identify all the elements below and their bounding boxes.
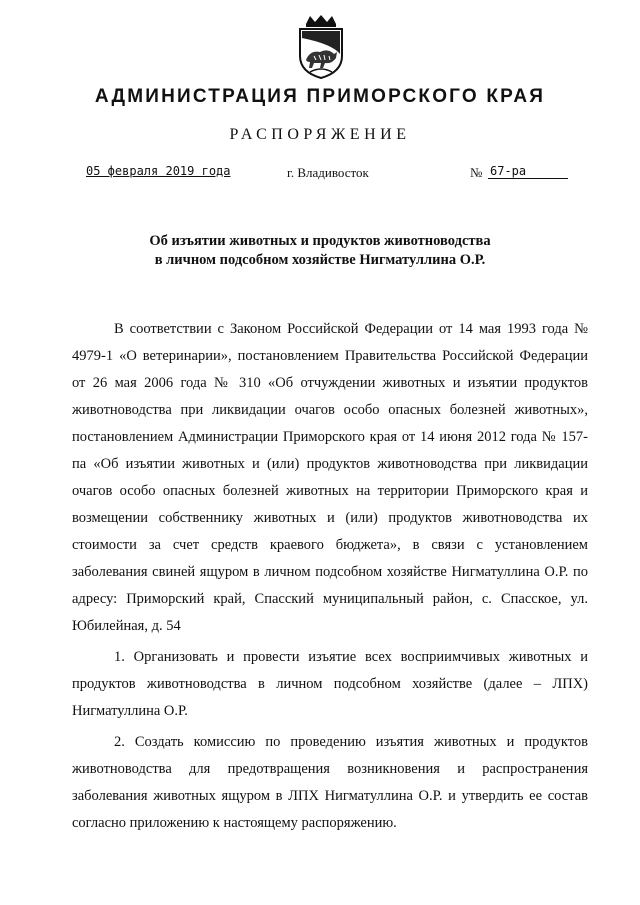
document-meta-row — [0, 164, 640, 186]
coat-of-arms-tiger-icon — [292, 14, 350, 80]
document-city: г. Владивосток — [287, 165, 369, 180]
document-number-label: № — [470, 165, 483, 180]
clause-2 — [72, 729, 588, 837]
preamble-paragraph — [72, 316, 588, 640]
clause-1 — [72, 644, 588, 725]
document-number-underline — [488, 178, 568, 179]
agency-name: АДМИНИСТРАЦИЯ ПРИМОРСКОГО КРАЯ — [94, 86, 546, 107]
clause-2-text: 2. Создать комиссию по проведению изъятия животных и продуктов животноводства для предотвращения возникновения и распространения заболевания животных ящуром в ЛПХ Нигматуллина О.Р. и утвердить ее состав согласно приложению к настоящему распоряжению. — [72, 734, 588, 831]
preamble-text: В соответствии с Законом Российской Федерации от 14 мая 1993 года № 4979-1 «О ветеринарии», постановлением Правительства Российской Федерации от 26 мая 2006 года № 310 «Об отчуждении животных и изъятии продуктов животноводства при ликвидации очагов особо опасных болезней животных», постановлением Администрации Приморского края от 14 июня 2012 года № 157-па «Об изъятии животных и (или) продуктов животноводства при ликвидации очагов особо опасных болезней животных на территории Приморского края и возмещении собственнику животных и (или) продуктов животноводства их стоимости за счет средств краевого бюджета», в связи с установлением заболевания свиней ящуром в личном подсобном хозяйстве Нигматуллина О.Р. по адресу: Приморский край, Спасский муниципальный район, с. Спасское, ул. Юбилейная, д. 54 — [72, 321, 588, 634]
title-line-1: Об изъятии животных и продуктов животноводства — [149, 233, 491, 249]
document-title — [0, 232, 640, 270]
clause-1-text: 1. Организовать и провести изъятие всех восприимчивых животных и продуктов животноводства в личном подсобном хозяйстве (далее – ЛПХ) Нигматуллина О.Р. — [72, 649, 588, 719]
title-line-2: в личном подсобном хозяйстве Нигматуллина О.Р. — [154, 252, 486, 268]
document-date: 05 февраля 2019 года — [86, 164, 231, 178]
document-number: 67-ра — [490, 164, 527, 178]
document-type: РАСПОРЯЖЕНИЕ — [229, 126, 411, 143]
document-number-field — [470, 164, 568, 182]
